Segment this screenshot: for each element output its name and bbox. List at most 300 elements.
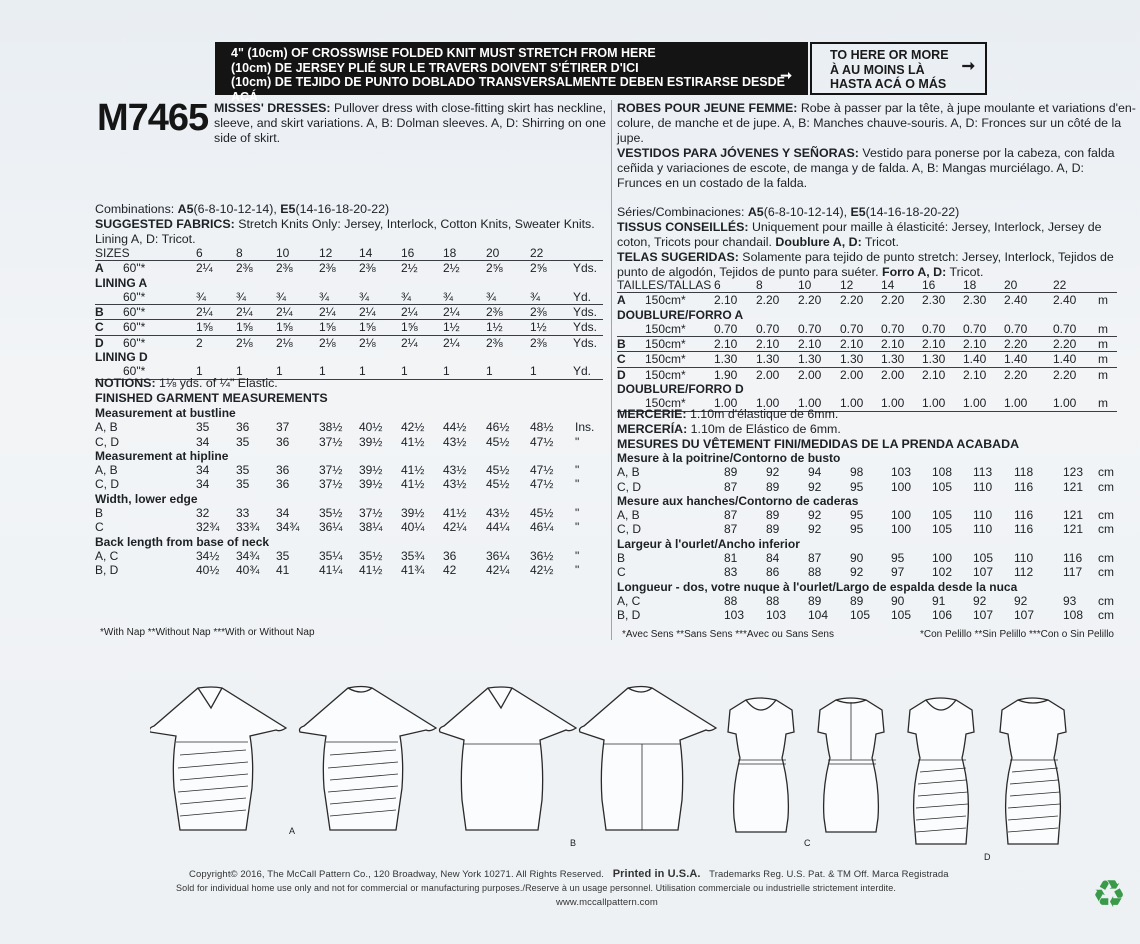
en-yardage-cell: 1 (276, 364, 283, 379)
metric-meas-cell: 100 (932, 551, 953, 566)
metric-yardage-cell: 2.20 (881, 293, 905, 308)
en-meas-cell: 43½ (443, 434, 467, 449)
metric-yardage-fabric-width: 150cm* (645, 396, 686, 411)
metric-meas-row (617, 594, 1117, 608)
metric-meas-cell: 92 (808, 508, 822, 523)
metric-yardage-cell: 6 (714, 278, 721, 292)
metric-yardage-cell: 2.20 (756, 293, 780, 308)
lining-text: Lining A, D: Tricot. (95, 232, 196, 246)
en-yardage-cell: 2⅛ (236, 335, 253, 350)
copyright-line (189, 868, 949, 880)
tissus-label: TISSUS CONSEILLÉS: (617, 220, 749, 234)
metric-meas-unit: cm (1098, 465, 1114, 480)
en-yardage-row-label: SIZES (95, 246, 130, 260)
en-yardage-cell: 1 (196, 364, 203, 379)
en-meas-unit: " (575, 548, 580, 563)
en-meas-cell: 34 (196, 477, 210, 492)
en-yardage-cell: 1⅝ (319, 320, 336, 335)
en-meas-cell: 46½ (486, 420, 510, 435)
en-meas-cell: 45½ (486, 434, 510, 449)
metric-meas-cell: 88 (766, 593, 780, 608)
en-meas-unit: " (575, 463, 580, 478)
en-meas-cell: 36½ (530, 548, 554, 563)
metric-yardage-cell: 1.00 (881, 396, 905, 411)
metric-yardage-cell: 18 (963, 278, 977, 292)
metric-meas-cell: 110 (973, 522, 993, 537)
metric-meas-cell: 110 (973, 508, 993, 523)
dress-sketches (150, 680, 1090, 870)
tissus-text1: Uniquement pour maille à élasticité: Jersey, Interlock, Jersey de (748, 220, 1102, 234)
en-yardage-fabric-width: 60"* (123, 289, 146, 304)
metric-yardage-cell: 0.70 (840, 321, 864, 336)
metric-meas-cell: 94 (808, 465, 822, 480)
metric-yardage-unit: m (1098, 396, 1108, 411)
en-meas-row-label: A, B (95, 420, 118, 435)
en-yardage-cell: 1 (443, 364, 450, 379)
metric-meas-cell: 105 (850, 608, 871, 623)
en-yardage-cell: 2⅝ (486, 261, 503, 276)
metric-meas-cell: 121 (1063, 508, 1084, 523)
sketch-view-c-front (728, 698, 794, 832)
metric-meas-cell: 110 (1014, 551, 1034, 566)
metric-meas-cell: 116 (1014, 479, 1034, 494)
en-meas-cell: 34 (196, 463, 210, 478)
en-meas-cell: 41 (276, 563, 290, 578)
en-yardage-cell: 22 (530, 246, 544, 260)
en-yardage-fabric-width: 60"* (123, 305, 146, 320)
metric-meas-cell: 100 (891, 508, 912, 523)
metric-meas-cell: 92 (808, 479, 822, 494)
en-yardage-cell: ¾ (359, 289, 370, 304)
en-yardage-unit: Yd. (573, 364, 592, 379)
en-yardage-cell: 2⅛ (276, 335, 293, 350)
en-yardage-cell: 20 (486, 246, 500, 260)
en-meas-cell: 41½ (401, 434, 425, 449)
en-meas-row (95, 477, 603, 491)
en-meas-row (95, 563, 603, 577)
metric-meas-cell: 88 (808, 565, 822, 580)
metric-meas-cell: 92 (808, 522, 822, 537)
metric-yardage-fabric-width: 150cm* (645, 321, 686, 336)
metric-meas-cell: 113 (973, 465, 993, 480)
metric-meas-cell: 100 (891, 479, 912, 494)
en-meas-cell: 32 (196, 506, 210, 521)
metric-yardage-cell: 2.00 (840, 367, 864, 382)
metric-combo-e-sizes: (14-16-18-20-22) (865, 205, 960, 219)
view-label-a: A (289, 826, 296, 836)
en-meas-cell: 36 (236, 420, 250, 435)
metric-meas-cell: 87 (724, 522, 738, 537)
en-meas-row (95, 420, 603, 434)
metric-yardage-cell: 1.30 (840, 352, 864, 367)
en-yardage-fabric-width: 60"* (123, 261, 146, 276)
combo-a: A5 (177, 202, 194, 216)
metric-meas-row (617, 551, 1117, 565)
en-yardage-unit: Yds. (573, 335, 598, 350)
metric-meas-cell: 104 (808, 608, 829, 623)
en-yardage-cell: 1⅝ (359, 320, 376, 335)
metric-meas-cell: 112 (1014, 565, 1034, 580)
metric-yardage-cell: 1.40 (963, 352, 987, 367)
metric-meas-heading: Longueur - dos, votre nuque à l'ourlet/Largo de espalda desde la nuca (617, 579, 1018, 594)
to-here-es: HASTA ACÁ O MÁS (830, 77, 947, 92)
metric-meas-row (617, 522, 1117, 536)
en-yardage-cell: 2⅜ (319, 261, 336, 276)
en-meas-cell: 35¾ (401, 548, 425, 563)
en-yardage-cell: 1 (236, 364, 243, 379)
metric-yardage-fabric-width: 150cm* (645, 293, 686, 308)
en-meas-cell: 39½ (359, 463, 383, 478)
metric-yardage-cell: 22 (1053, 278, 1067, 292)
en-meas-heading: Back length from base of neck (95, 534, 270, 549)
metric-yardage-row-label: C (617, 352, 626, 367)
sketch-view-a-front (150, 687, 286, 830)
en-yardage-cell: 1 (359, 364, 366, 379)
metric-meas-cell: 107 (1014, 608, 1035, 623)
metric-meas-row (617, 608, 1117, 622)
en-yardage-cell: 1 (319, 364, 326, 379)
metric-meas-cell: 89 (766, 508, 780, 523)
en-meas-cell: 47½ (530, 463, 554, 478)
en-yardage-cell: 1⅝ (196, 320, 213, 335)
en-meas-unit: " (575, 477, 580, 492)
combo-e-sizes: (14-16-18-20-22) (295, 202, 390, 216)
en-yardage-cell: 6 (196, 246, 203, 260)
en-yardage-unit: Yds. (573, 320, 598, 335)
metric-yardage-cell: 1.30 (756, 352, 780, 367)
metric-yardage-row-label: D (617, 367, 626, 382)
en-yardage-cell: 2¼ (196, 305, 213, 320)
en-meas-cell: 35½ (319, 506, 343, 521)
metric-yardage-cell: 2.40 (1004, 293, 1028, 308)
en-meas-cell: 35¼ (319, 548, 343, 563)
metric-meas-cell: 87 (724, 508, 738, 523)
metric-yardage-cell: 8 (756, 278, 763, 292)
stretch-line-en: 4" (10cm) OF CROSSWISE FOLDED KNIT MUST STRETCH FROM HERE (231, 46, 656, 60)
en-yardage-cell: ¾ (401, 289, 412, 304)
en-meas-cell: 34¾ (276, 520, 300, 535)
metric-meas-unit: cm (1098, 508, 1114, 523)
en-meas-cell: 41¼ (319, 563, 343, 578)
metric-meas-row-label: A, B (617, 508, 640, 523)
metric-meas-cell: 118 (1014, 465, 1034, 480)
en-meas-cell: 32¾ (196, 520, 220, 535)
en-meas-heading: Width, lower edge (95, 491, 198, 506)
printed-in: Printed in U.S.A. (612, 868, 701, 880)
en-yardage-cell: ¾ (196, 289, 207, 304)
metric-meas-cell: 89 (808, 593, 822, 608)
metric-yardage-cell: 2.20 (1004, 367, 1028, 382)
metric-meas-row-label: B (617, 551, 626, 566)
metric-meas-cell: 106 (932, 608, 953, 623)
en-yardage-cell: 2⅛ (359, 335, 376, 350)
metric-meas-cell: 117 (1063, 565, 1083, 580)
en-meas-cell: 40¼ (401, 520, 425, 535)
metric-meas-cell: 83 (724, 565, 738, 580)
en-yardage-row-label: B (95, 305, 104, 320)
en-yardage-cell: 1½ (530, 320, 547, 335)
metric-yardage-cell: 0.70 (881, 321, 905, 336)
metric-meas-cell: 105 (891, 608, 912, 623)
merceria-text: 1.10m de Elástico de 6mm. (687, 422, 841, 436)
metric-meas-cell: 105 (932, 479, 953, 494)
metric-meas-unit: cm (1098, 479, 1114, 494)
spanish-desc-line1: Vestido para ponerse por la cabeza, con falda (858, 146, 1115, 160)
stretch-line-fr: (10cm) DE JERSEY PLIÉ SUR LE TRAVERS DOIVENT S'ÉTIRER D'ICI (231, 60, 639, 75)
en-meas-cell: 40½ (359, 420, 383, 435)
metric-yardage-cell: 2.00 (881, 367, 905, 382)
metric-yardage-cell: 1.00 (798, 396, 822, 411)
metric-yardage-cell: 2.20 (1053, 337, 1077, 352)
french-title: ROBES POUR JEUNE FEMME: (617, 101, 798, 115)
arrow-right-icon: ➞ (961, 58, 975, 75)
metric-yardage-unit: m (1098, 337, 1108, 352)
en-yardage-unit: Yds. (573, 305, 598, 320)
fabrics-text: Stretch Knits Only: Jersey, Interlock, Cotton Knits, Sweater Knits. (234, 217, 595, 231)
combinations-label: Combinations: (95, 202, 178, 216)
metric-finished-heading: MESURES DU VÊTEMENT FINI/MEDIDAS DE LA PRENDA ACABADA (617, 437, 1020, 451)
metric-meas-unit: cm (1098, 551, 1114, 566)
en-meas-row (95, 549, 603, 563)
metric-meas-cell: 81 (724, 551, 738, 566)
mercerie (617, 407, 841, 437)
en-meas-cell: 36 (276, 434, 290, 449)
spanish-desc-line3: Frunces en un costado de la falda. (617, 176, 808, 190)
metric-meas-row-label: A, C (617, 593, 641, 608)
metric-yardage-cell: 1.00 (1053, 396, 1077, 411)
metric-meas-cell: 105 (932, 508, 953, 523)
metric-fabrics-block (617, 205, 1114, 280)
en-yardage-cell: 2 (196, 335, 203, 350)
metric-yardage-cell: 2.10 (840, 337, 864, 352)
recycle-icon: ♻ (1092, 874, 1127, 916)
en-meas-heading: Measurement at hipline (95, 448, 229, 463)
metric-meas-cell: 89 (850, 593, 864, 608)
en-meas-cell: 34½ (196, 548, 220, 563)
metric-yardage-cell: 1.40 (1053, 352, 1077, 367)
metric-yardage-cell: 2.10 (963, 337, 987, 352)
metric-meas-cell: 90 (850, 551, 864, 566)
metric-yardage-cell: 1.30 (798, 352, 822, 367)
en-meas-row-label: A, C (95, 548, 119, 563)
metric-meas-cell: 123 (1063, 465, 1084, 480)
en-yardage-cell: 1⅝ (236, 320, 253, 335)
french-desc-line3: jupe. (617, 131, 644, 145)
metric-yardage-cell: 1.40 (1004, 352, 1028, 367)
metric-meas-cell: 116 (1014, 522, 1034, 537)
spanish-description (617, 146, 1114, 191)
metric-meas-cell: 89 (766, 522, 780, 537)
metric-meas-unit: cm (1098, 565, 1114, 580)
en-yardage-row (95, 261, 603, 275)
english-desc-line3: side of skirt. (214, 131, 281, 145)
en-meas-cell: 35 (196, 420, 210, 435)
en-meas-cell: 36¼ (319, 520, 343, 535)
en-yardage-fabric-width: 60"* (123, 335, 146, 350)
en-yardage-cell: 2¼ (401, 335, 418, 350)
metric-yardage-cell: 1.00 (922, 396, 946, 411)
mercerie-text: 1.10m d'élastique de 6mm. (686, 407, 839, 421)
metric-meas-row (617, 508, 1117, 522)
en-meas-cell: 35½ (359, 548, 383, 563)
en-meas-cell: 39½ (359, 434, 383, 449)
en-meas-cell: 40½ (196, 563, 220, 578)
en-yardage-row (95, 290, 603, 305)
metric-meas-cell: 108 (1063, 608, 1084, 623)
metric-yardage-cell: 20 (1004, 278, 1018, 292)
metric-yardage-cell: 2.10 (922, 337, 946, 352)
metric-yardage-cell: 2.30 (922, 293, 946, 308)
en-meas-cell: 41½ (401, 477, 425, 492)
metric-meas-cell: 103 (891, 465, 912, 480)
sketch-view-a-back (300, 687, 437, 831)
en-yardage-cell: 1 (530, 364, 537, 379)
metric-meas-cell: 121 (1063, 479, 1084, 494)
tissus-text2: coton, Tricots pour chandail. (617, 235, 776, 249)
metric-meas-cell: 107 (973, 565, 994, 580)
en-meas-cell: 45½ (486, 463, 510, 478)
en-yardage-cell: 8 (236, 246, 243, 260)
metric-yardage-cell: 10 (798, 278, 812, 292)
metric-yardage-fabric-width: 150cm* (645, 352, 686, 367)
metric-yardage-row (617, 308, 1117, 322)
en-meas-cell: 38¼ (359, 520, 383, 535)
en-meas-cell: 37½ (359, 506, 383, 521)
metric-meas-cell: 84 (766, 551, 780, 566)
metric-meas-unit: cm (1098, 608, 1114, 623)
english-footnote: *With Nap **Without Nap ***With or Without Nap (100, 627, 315, 638)
en-yardage-cell: 2⅜ (359, 261, 376, 276)
metric-meas-cell: 89 (766, 479, 780, 494)
en-yardage-row (95, 276, 603, 290)
combo-a-sizes: (6-8-10-12-14), (193, 202, 281, 216)
telas-tricot: Tricot. (946, 265, 984, 279)
metric-meas-cell: 90 (891, 593, 905, 608)
en-meas-cell: 44¼ (486, 520, 510, 535)
telas-forro: Forro A, D: (882, 265, 947, 279)
en-meas-unit: " (575, 434, 580, 449)
metric-yardage-unit: m (1098, 367, 1108, 382)
column-divider (611, 100, 612, 640)
en-meas-row-label: C (95, 520, 104, 535)
en-yardage-cell: 18 (443, 246, 457, 260)
metric-yardage-cell: 2.20 (1004, 337, 1028, 352)
fabrics-label: SUGGESTED FABRICS: (95, 217, 235, 231)
en-meas-cell: 41½ (443, 506, 467, 521)
metric-yardage-unit: m (1098, 352, 1108, 367)
telas-label: TELAS SUGERIDAS: (617, 250, 739, 264)
en-yardage-cell: 2¼ (236, 305, 253, 320)
metric-yardage-row (617, 368, 1117, 382)
metric-yardage-row (617, 278, 1117, 293)
mercerie-label: MERCERIE: (617, 407, 687, 421)
en-meas-cell: 40¾ (236, 563, 260, 578)
en-yardage-unit: Yd. (573, 289, 592, 304)
en-meas-cell: 47½ (530, 434, 554, 449)
metric-yardage-cell: 1.00 (840, 396, 864, 411)
en-meas-row (95, 520, 603, 534)
en-meas-cell: 34 (196, 434, 210, 449)
metric-yardage-cell: 2.20 (1053, 367, 1077, 382)
en-meas-cell: 45½ (486, 477, 510, 492)
en-meas-cell: 34¾ (236, 548, 260, 563)
en-yardage-cell: 2⅜ (486, 305, 503, 320)
en-meas-cell: 35 (236, 434, 250, 449)
to-here-fr: À AU MOINS LÀ (830, 62, 925, 77)
metric-yardage-cell: 0.70 (798, 321, 822, 336)
metric-yardage-cell: 0.70 (1004, 321, 1028, 336)
en-yardage-cell: ¾ (486, 289, 497, 304)
en-yardage-cell: 2¼ (276, 305, 293, 320)
metric-yardage-row (617, 382, 1117, 396)
merceria-label: MERCERÍA: (617, 422, 688, 436)
en-yardage-row-label: LINING D (95, 350, 148, 365)
en-yardage-cell: 2¼ (196, 261, 213, 276)
metric-yardage-row (617, 337, 1117, 352)
en-yardage-cell: 2½ (401, 261, 418, 276)
en-yardage-row (95, 246, 603, 261)
en-meas-cell: 44½ (443, 420, 467, 435)
metric-meas-cell: 86 (766, 565, 780, 580)
metric-yardage-cell: 2.40 (1053, 293, 1077, 308)
en-yardage-row-label: LINING A (95, 275, 148, 290)
metric-meas-cell: 103 (766, 608, 787, 623)
en-meas-cell: 39½ (401, 506, 425, 521)
metric-meas-row (617, 565, 1117, 579)
en-meas-cell: 38½ (319, 420, 343, 435)
metric-measurements-table (617, 451, 1117, 623)
telas-text2: punto de algodón, Tejidos de punto para suéter. (617, 265, 882, 279)
metric-meas-cell: 89 (724, 465, 738, 480)
metric-yardage-unit: m (1098, 321, 1108, 336)
metric-meas-cell: 103 (724, 608, 745, 623)
en-yardage-cell: 2⅜ (530, 305, 547, 320)
en-meas-cell: 41½ (401, 463, 425, 478)
english-measurements-table (95, 406, 603, 578)
metric-meas-cell: 121 (1063, 522, 1084, 537)
en-meas-cell: 43½ (486, 506, 510, 521)
metric-yardage-cell: 1.00 (714, 396, 738, 411)
en-yardage-cell: 1 (401, 364, 408, 379)
metric-meas-cell: 97 (891, 565, 905, 580)
metric-yardage-fabric-width: 150cm* (645, 367, 686, 382)
en-yardage-row-label: C (95, 320, 104, 335)
en-meas-cell: 33 (236, 506, 250, 521)
en-yardage-cell: 1⅝ (276, 320, 293, 335)
metric-yardage-cell: 12 (840, 278, 854, 292)
en-yardage-cell: 1½ (486, 320, 503, 335)
en-yardage-cell: 2⅛ (319, 335, 336, 350)
en-meas-cell: 35 (276, 548, 290, 563)
en-meas-row (95, 435, 603, 449)
en-yardage-row (95, 305, 603, 320)
en-yardage-fabric-width: 60"* (123, 364, 146, 379)
english-desc-line1: Pullover dress with close-fitting skirt has neckline, (330, 101, 607, 115)
en-yardage-cell: 2⅜ (486, 335, 503, 350)
en-yardage-cell: 1⅝ (401, 320, 418, 335)
metric-meas-cell: 88 (724, 593, 738, 608)
english-yardage-table (95, 246, 603, 380)
metric-yardage-cell: 2.10 (714, 337, 738, 352)
en-yardage-cell: 2¼ (443, 305, 460, 320)
metric-yardage-row-label: DOUBLURE/FORRO D (617, 382, 744, 397)
en-meas-cell: 33¾ (236, 520, 260, 535)
stretch-guide-banner (215, 42, 808, 104)
en-meas-cell: 35 (236, 477, 250, 492)
en-yardage-cell: 16 (401, 246, 415, 260)
usage-notice: Sold for individual home use only and not for commercial or manufacturing purposes./Reserve à un usage personnel. Utilisation commerciale ou industrielle strictement interdite. (176, 883, 896, 893)
metric-meas-cell: 87 (724, 479, 738, 494)
